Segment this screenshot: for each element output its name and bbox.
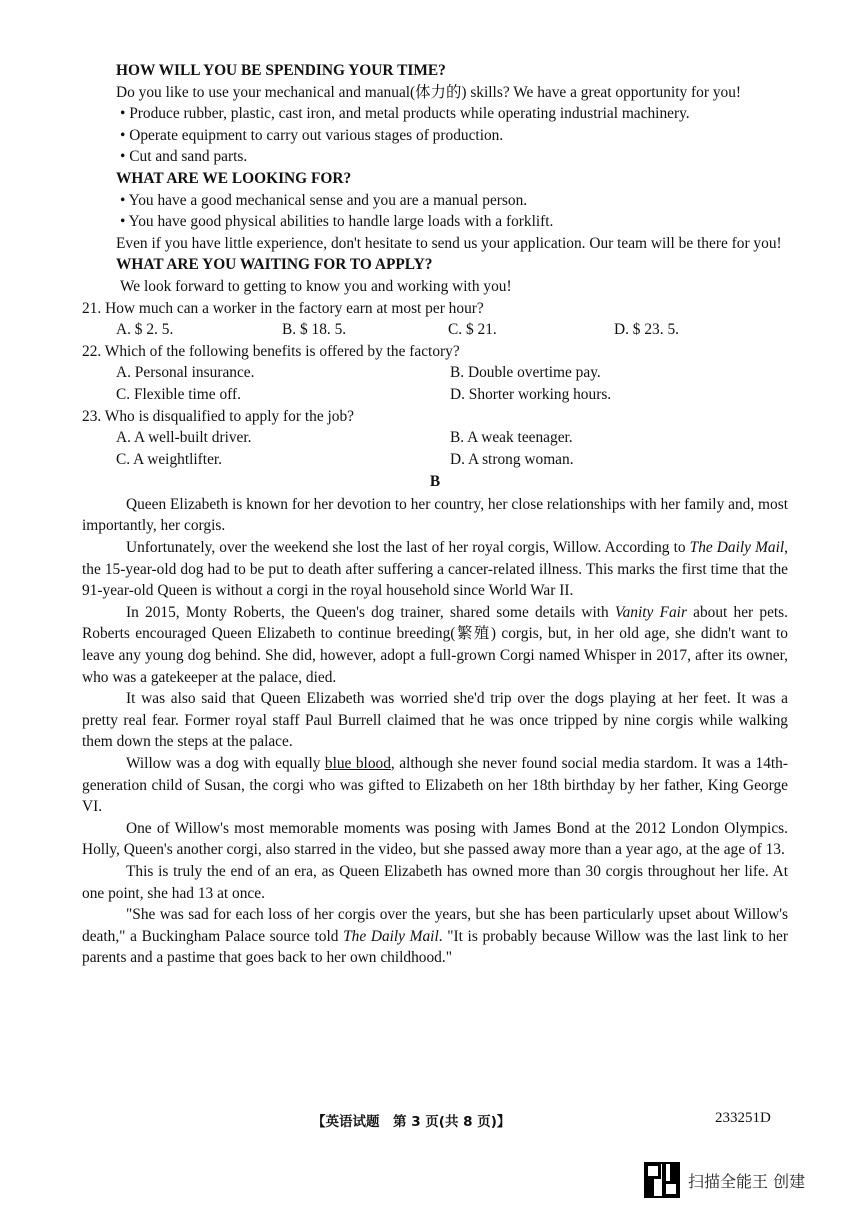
text-run: . "It is probably because Willow was the last link to her parents and a pastime that goes back to her own childhood." [82,927,788,967]
bullet-item: • You have a good mechanical sense and you are a manual person. [120,191,528,209]
section-heading-1: HOW WILL YOU BE SPENDING YOUR TIME? [116,62,446,79]
paragraph-b8 [82,904,788,969]
text-run: about her pets. Roberts encouraged Queen Elizabeth to continue breeding(繁殖) corgis, but, in her old age, she didn't want to leave any young dog behind. She did, however, adopt a full-grown Corgi named Whisper in 2017, after its owner, who was a gatekeeper at the palace, died. [82,603,789,686]
bullet-item: • Operate equipment to carry out various stages of production. [120,126,504,144]
publication-title: The Daily Mail [689,539,785,557]
option-a: A. Personal insurance. [116,364,255,382]
question-21: 21. How much can a worker in the factory earn at most per hour? [82,299,484,317]
text-run: "She was sad for each loss of her corgis over the years, but she has been particularly upset about Willow's death," a Buckingham Palace source told [82,906,788,945]
question-22: 22. Which of the following benefits is offered by the factory? [82,342,460,360]
option-b: B. A weak teenager. [450,429,573,447]
text-run: Unfortunately, over the weekend she lost the last of her royal corgis, Willow. According to [126,539,690,557]
underlined-phrase: blue blood [324,755,391,772]
option-d: D. Shorter working hours. [450,385,612,403]
question-23-options-row1 [82,427,788,449]
option-a: A. $ 2. 5. [116,321,174,339]
section-heading-2: WHAT ARE WE LOOKING FOR? [116,169,352,187]
paragraph-experience: Even if you have little experience, don't hesitate to send us your application. Our team will be there for you! [116,234,782,252]
text-run: , although she never found social media stardom. It was a 14th-generation child of Susan, the corgi who was gifted to Elizabeth on her 18th birthday by her father, King George VI. [82,755,788,816]
bullet-item: • You have good physical abilities to handle large loads with a forklift. [120,213,554,231]
section-heading-3: WHAT ARE YOU WAITING FOR TO APPLY? [116,256,433,274]
option-b: B. Double overtime pay. [450,364,601,382]
exam-code: 233251D [715,1110,771,1126]
option-c: C. A weightlifter. [116,450,223,468]
publication-title: Vanity Fair [614,603,687,621]
paragraph-intro: Do you like to use your mechanical and manual(体力的) skills? We have a great opportunity for you! [116,83,742,101]
paragraph-b4: It was also said that Queen Elizabeth was worried she'd trip over the dogs playing at her feet. It was a pretty real fear. Former royal staff Paul Burrell claimed that he was once tripped by nine corgis while walking them down the steps at the palace. [82,690,788,751]
scanner-text: 扫描全能王 创建 [688,1171,806,1191]
section-label-b: B [429,473,441,491]
option-c: C. Flexible time off. [116,385,241,403]
text-run: In 2015, Monty Roberts, the Queen's dog trainer, shared some details with [126,603,615,621]
option-a: A. A well-built driver. [116,429,252,447]
page-content [82,60,788,969]
bullet-item: • Produce rubber, plastic, cast iron, and metal products while operating industrial machinery. [120,105,690,123]
question-23: 23. Who is disqualified to apply for the job? [82,407,354,425]
paragraph-b7: This is truly the end of an era, as Queen Elizabeth has owned more than 30 corgis throughout her life. At one point, she had 13 at once. [82,862,788,902]
question-22-options-row1 [82,362,788,384]
option-d: D. $ 23. 5. [614,321,679,339]
option-b: B. $ 18. 5. [282,321,347,339]
question-21-options [82,319,788,341]
option-c: C. $ 21. [448,321,497,339]
paragraph-b1: Queen Elizabeth is known for her devotion to her country, her close relationships with her family and, most importantly, her corgis. [82,495,788,535]
question-22-options-row2 [82,384,788,406]
paragraph-b3 [82,602,788,688]
publication-title: The Daily Mail [343,927,439,945]
option-d: D. A strong woman. [450,450,574,468]
qr-code-icon [644,1162,680,1198]
page-number-label: 【英语试题 第 3 页(共 8 页)】 [312,1114,511,1130]
text-run: Willow was a dog with equally [126,755,325,772]
paragraph-closing: We look forward to getting to know you and working with you! [120,277,512,295]
scanner-watermark [644,1162,805,1198]
text-run: , the 15-year-old dog had to be put to death after suffering a cancer-related illness. This marks the first time that the 91-year-old Queen is without a corgi in the royal household since World War II. [82,539,789,600]
question-23-options-row2 [82,449,788,471]
bullet-item: • Cut and sand parts. [120,148,248,166]
paragraph-b2 [82,537,788,602]
paragraph-b5 [82,753,788,818]
paragraph-b6: One of Willow's most memorable moments was posing with James Bond at the 2012 London Olympics. Holly, Queen's another corgi, also starred in the video, but she passed away more than a year ago, at the age of 13. [82,819,788,859]
